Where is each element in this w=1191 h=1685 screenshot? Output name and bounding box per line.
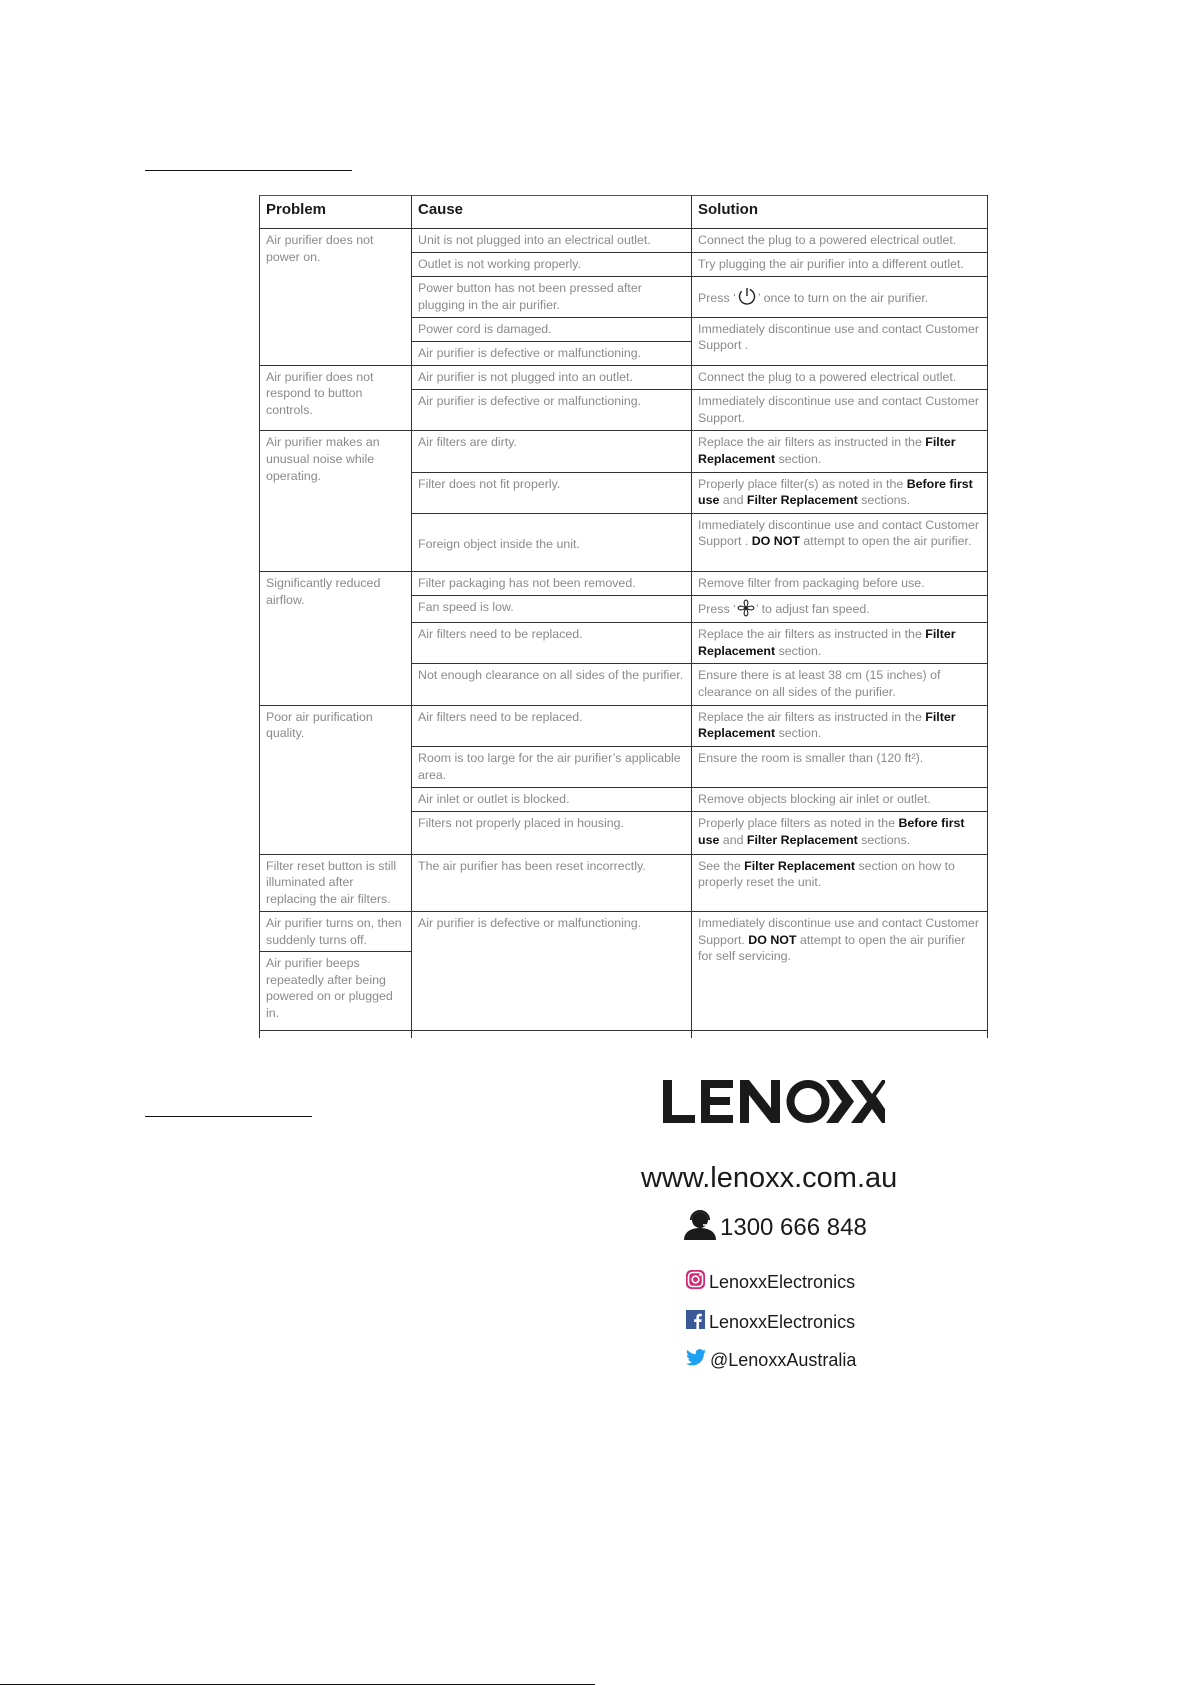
solution-cell: Ensure there is at least 38 cm (15 inches) of clearance on all sides of the purifier. — [692, 664, 988, 705]
twitter-handle: @LenoxxAustralia — [710, 1349, 857, 1370]
cause-cell: Power cord is damaged. — [412, 317, 692, 341]
solution-cell: Connect the plug to a powered electrical outlet. — [692, 229, 988, 253]
cause-cell: Filter packaging has not been removed. — [412, 572, 692, 596]
instagram-icon — [686, 1270, 705, 1294]
problem-cell: Air purifier turns on, then suddenly turns off. — [260, 912, 412, 952]
fan-icon — [737, 599, 755, 622]
cause-cell: Filters not properly placed in housing. — [412, 812, 692, 854]
section-heading-rule-top — [145, 170, 352, 171]
solution-cell: Immediately discontinue use and contact Customer Support. — [692, 390, 988, 431]
troubleshooting-table — [259, 195, 988, 1038]
cause-cell: Fan speed is low. — [412, 596, 692, 623]
solution-cell: Remove filter from packaging before use. — [692, 572, 988, 596]
table-row — [260, 912, 988, 952]
phone-number[interactable]: 1300 666 848 — [720, 1213, 867, 1241]
cause-cell: Air purifier is defective or malfunctioning. — [412, 390, 692, 431]
cause-cell: Not enough clearance on all sides of the purifier. — [412, 664, 692, 705]
solution-cell: Remove objects blocking air inlet or outlet. — [692, 788, 988, 812]
social-row-twitter[interactable] — [686, 1349, 856, 1371]
solution-cell: See the Filter Replacement section on how to properly reset the unit. — [692, 854, 988, 911]
solution-cell: Connect the plug to a powered electrical outlet. — [692, 365, 988, 389]
problem-cell: Air purifier beeps repeatedly after being powered on or plugged in. — [260, 952, 412, 1031]
solution-cell: Immediately discontinue use and contact Customer Support . — [692, 317, 988, 365]
cause-cell: Air filters need to be replaced. — [412, 705, 692, 746]
solution-cell: Press ‘ ’ to adjust fan speed. — [692, 596, 988, 623]
twitter-icon — [686, 1349, 706, 1371]
solution-cell: Press ‘ ’ once to turn on the air purifier. — [692, 277, 988, 317]
solution-cell: Immediately discontinue use and contact Customer Support. DO NOT attempt to open the air purifier for self servicing. — [692, 912, 988, 1031]
solution-cell: Try plugging the air purifier into a different outlet. — [692, 253, 988, 277]
solution-cell: Replace the air filters as instructed in the Filter Replacement section. — [692, 623, 988, 664]
cause-cell: Power button has not been pressed after plugging in the air purifier. — [412, 277, 692, 317]
solution-cell: Properly place filter(s) as noted in the Before first use and Filter Replacement sections. — [692, 472, 988, 513]
cause-cell: Air purifier is defective or malfunctioning. — [412, 341, 692, 365]
header-solution: Solution — [692, 196, 988, 229]
power-icon — [737, 286, 757, 311]
cause-cell: Unit is not plugged into an electrical outlet. — [412, 229, 692, 253]
support-headset-icon — [682, 1210, 718, 1245]
table-row — [260, 365, 988, 389]
header-problem: Problem — [260, 196, 412, 229]
cause-cell: Air filters are dirty. — [412, 431, 692, 472]
cause-cell: Air purifier is not plugged into an outlet. — [412, 365, 692, 389]
header-cause: Cause — [412, 196, 692, 229]
table-row — [260, 229, 988, 253]
cause-cell: Air inlet or outlet is blocked. — [412, 788, 692, 812]
section-heading-rule-bottom — [145, 1116, 312, 1117]
cause-cell: Air purifier is defective or malfunctioning. — [412, 912, 692, 1031]
table-header-row — [260, 196, 988, 229]
cause-cell: Foreign object inside the unit. — [412, 513, 692, 571]
cause-cell: Outlet is not working properly. — [412, 253, 692, 277]
social-row-instagram[interactable] — [686, 1270, 855, 1294]
table-row — [260, 572, 988, 596]
facebook-icon — [686, 1310, 705, 1334]
phone-row — [682, 1210, 867, 1245]
social-row-facebook[interactable] — [686, 1310, 855, 1334]
cause-cell: Air filters need to be replaced. — [412, 623, 692, 664]
solution-cell: Properly place filters as noted in the Before first use and Filter Replacement sections. — [692, 812, 988, 854]
lenoxx-logo — [663, 1080, 885, 1124]
brand-block — [600, 1080, 1010, 1370]
problem-cell: Poor air purification quality. — [260, 705, 412, 854]
problem-cell: Air purifier does not respond to button controls. — [260, 365, 412, 430]
table-row — [260, 705, 988, 746]
table-row — [260, 854, 988, 911]
problem-cell: Significantly reduced airflow. — [260, 572, 412, 705]
solution-cell: Immediately discontinue use and contact Customer Support . DO NOT attempt to open the air purifier. — [692, 513, 988, 571]
website-url[interactable]: www.lenoxx.com.au — [641, 1162, 898, 1194]
table-row — [260, 431, 988, 472]
problem-cell: Air purifier makes an unusual noise while operating. — [260, 431, 412, 572]
cause-cell: Filter does not fit properly. — [412, 472, 692, 513]
solution-cell: Replace the air filters as instructed in the Filter Replacement section. — [692, 705, 988, 746]
facebook-handle: LenoxxElectronics — [709, 1311, 856, 1332]
problem-cell: Filter reset button is still illuminated after replacing the air filters. — [260, 854, 412, 911]
instagram-handle: LenoxxElectronics — [709, 1271, 856, 1292]
table-row-end — [260, 1030, 988, 1038]
solution-cell: Replace the air filters as instructed in the Filter Replacement section. — [692, 431, 988, 472]
problem-cell: Air purifier does not power on. — [260, 229, 412, 366]
cause-cell: The air purifier has been reset incorrectly. — [412, 854, 692, 911]
solution-cell: Ensure the room is smaller than (120 ft²). — [692, 746, 988, 787]
cause-cell: Room is too large for the air purifier’s applicable area. — [412, 746, 692, 787]
